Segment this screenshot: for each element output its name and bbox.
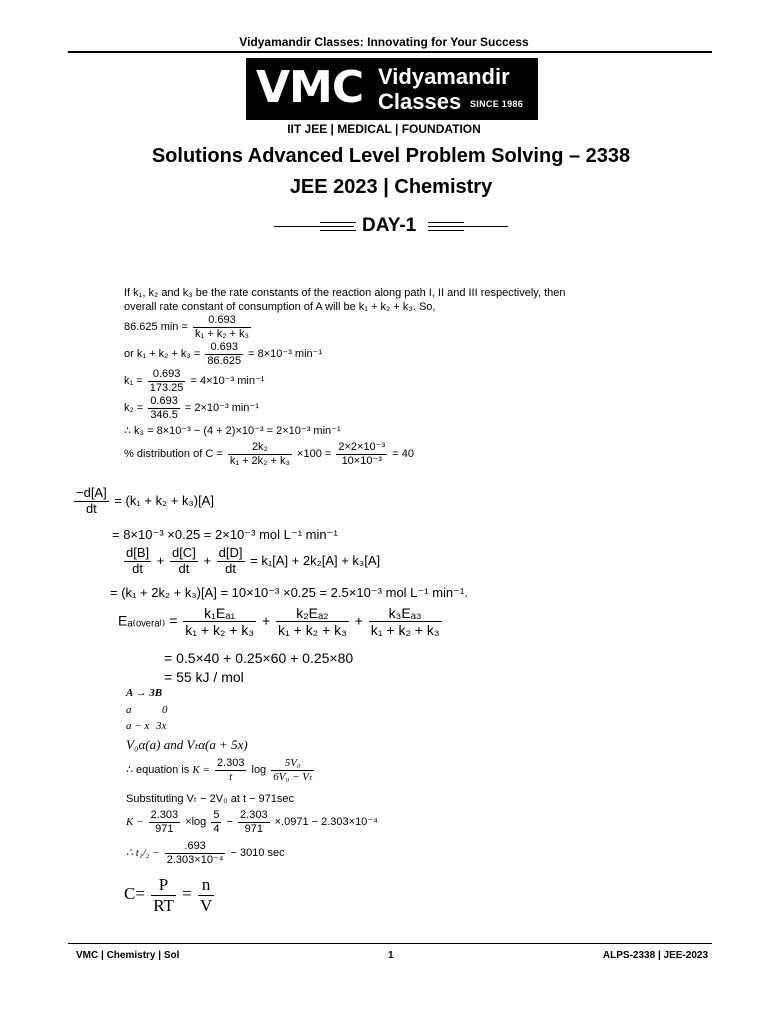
numerator: n — [198, 875, 214, 896]
numerator: 2.303 — [216, 757, 245, 769]
fraction — [183, 605, 256, 638]
denominator: 6V₀ − Vₜ — [273, 770, 313, 783]
eq-rhs: = 40 — [392, 448, 414, 461]
eq-rhs: = 4×10⁻³ min⁻¹ — [190, 375, 265, 388]
logo-name-line2: Classes — [378, 89, 462, 114]
eq-rhs: ×.0971 − 2.303×10⁻⁴ — [274, 816, 378, 829]
day-line-left — [320, 222, 356, 223]
sol3-line2: = 0.5×40 + 0.25×60 + 0.25×80 — [164, 650, 354, 666]
numerator: k₂Eₐ₂ — [276, 605, 349, 622]
sol4-substitution: Substituting Vₜ − 2V₀ at t − 971sec — [126, 793, 295, 805]
eq-lhs: k₂ = — [124, 402, 144, 415]
eq-lhs: % distribution of C = — [124, 448, 223, 461]
sol1-eq3 — [124, 368, 264, 394]
numerator: k₃Eₐ₃ — [369, 605, 442, 622]
fraction — [205, 341, 243, 367]
numerator: 5V₀ — [271, 757, 314, 771]
denominator: k₁ + 2k₂ + k₃ — [229, 454, 290, 467]
fraction — [149, 809, 181, 835]
eq-rhs: = k₁[A] + 2k₂[A] + k₃[A] — [250, 552, 381, 568]
logo-tagline: IIT JEE | MEDICAL | FOUNDATION — [287, 122, 481, 136]
sol5-concentration — [124, 875, 216, 915]
plus-sign: + — [156, 552, 165, 568]
sol4-reaction: A → 3B — [126, 687, 163, 699]
eq-rhs: − 3010 sec — [230, 847, 285, 860]
plus-sign: + — [354, 612, 363, 629]
denominator: 173.25 — [149, 381, 184, 394]
denominator: k₁ + k₂ + k₃ — [185, 622, 255, 639]
plus-sign: + — [203, 552, 212, 568]
eq-lhs: Eₐ₍ₒᵥₑᵣₐₗ₎ = — [118, 612, 178, 629]
numerator: k₁Eₐ₁ — [183, 605, 256, 622]
fraction — [151, 875, 176, 915]
sol2-line3 — [122, 546, 380, 577]
sol4-initial-a: a — [126, 704, 132, 716]
numerator: d[D] — [218, 545, 243, 560]
page-number: 1 — [388, 950, 394, 961]
fraction — [238, 809, 270, 835]
sol1-eq2 — [124, 341, 322, 367]
numerator: 2.303 — [240, 809, 268, 821]
denominator: 86.625 — [207, 354, 242, 367]
sol4-equation — [126, 757, 316, 783]
denominator: k₁ + k₂ + k₃ — [370, 622, 440, 639]
numerator: P — [151, 875, 176, 896]
sol3-line3: = 55 kJ / mol — [164, 669, 244, 685]
numerator: .693 — [165, 840, 226, 854]
sol1-eq4 — [124, 395, 259, 421]
denominator: V — [199, 895, 213, 915]
sol4-volume-relation: V₀α(a) and Vₜα(a + 5x) — [126, 737, 248, 752]
fraction — [74, 486, 109, 517]
numerator: 2.303 — [150, 809, 179, 821]
denominator: 10×10⁻³ — [341, 454, 382, 467]
denominator: 2.303×10⁻⁴ — [166, 853, 224, 866]
sol4-k-value — [126, 809, 378, 835]
eq-lhs: K = — [192, 764, 210, 777]
running-header: Vidyamandir Classes: Innovating for Your Success — [239, 35, 529, 49]
logo-since: SINCE 1986 — [470, 99, 524, 109]
denominator: dt — [132, 560, 143, 576]
fraction — [336, 441, 387, 467]
denominator: dt — [85, 500, 97, 516]
denominator: k₁ + k₂ + k₃ — [278, 622, 347, 639]
fraction — [170, 546, 198, 577]
numerator: 0.693 — [193, 314, 251, 328]
denominator: k₁ + k₂ + k₃ — [194, 327, 250, 340]
logo-name-line1: Vidyamandir — [378, 64, 510, 89]
fraction — [271, 757, 314, 783]
eq-rhs: = 2×10⁻³ min⁻¹ — [184, 402, 259, 415]
sol3-line1 — [118, 605, 444, 638]
footer-left: VMC | Chemistry | Sol — [76, 950, 180, 961]
day-line-left — [274, 226, 354, 227]
day-line-right — [428, 226, 508, 227]
eq-lhs: ∴ t₁/₂ − — [126, 847, 160, 860]
plus-sign: + — [261, 612, 271, 629]
sol4-half-life — [126, 840, 285, 866]
eq-sign: − — [226, 816, 233, 829]
eq-sign: = — [182, 883, 192, 903]
numerator: −d[A] — [76, 485, 107, 500]
eq-lhs: k₁ = — [124, 375, 143, 388]
day-label: DAY-1 — [362, 215, 417, 236]
denominator: 346.5 — [150, 408, 178, 421]
denominator: 4 — [213, 822, 220, 835]
eq-rhs: = (k₁ + k₂ + k₃)[A] — [114, 492, 214, 508]
denominator: dt — [178, 560, 190, 576]
eq-lhs: C= — [124, 883, 145, 903]
fraction — [148, 395, 180, 421]
sol2-line2: = 8×10⁻³ ×0.25 = 2×10⁻³ mol L⁻¹ min⁻¹ — [112, 527, 338, 542]
log-operator: ×log — [185, 816, 207, 829]
fraction — [228, 441, 292, 467]
solution-1 — [124, 286, 624, 314]
sol4-final-b: 3x — [156, 720, 167, 732]
denominator: RT — [153, 895, 174, 915]
vmc-logo — [246, 58, 538, 120]
numerator: 0.693 — [205, 341, 243, 355]
day-line-right — [428, 222, 464, 223]
eq-lhs: or k₁ + k₂ + k₃ = — [124, 348, 201, 361]
sol1-eq6 — [124, 441, 414, 467]
sol1-intro-a: If k₁, k₂ and k₃ be the rate constants of the reaction along path I, II and III respectively, then — [124, 287, 566, 299]
footer-rule — [68, 943, 712, 944]
fraction — [276, 605, 349, 638]
numerator: 2k₂ — [228, 441, 292, 455]
numerator: 5 — [213, 809, 220, 821]
sol2-line1 — [72, 486, 214, 517]
numerator: 0.693 — [148, 368, 186, 382]
fraction — [198, 875, 214, 915]
eq-lhs: K − — [126, 816, 144, 829]
denominator: 971 — [244, 822, 263, 835]
fraction — [165, 840, 226, 866]
sol1-eq1 — [124, 314, 253, 340]
day-line-right — [428, 230, 464, 231]
eq-rhs: = 8×10⁻³ min⁻¹ — [248, 348, 323, 361]
sol2-line4: = (k₁ + 2k₂ + k₃)[A] = 10×10⁻³ ×0.25 = 2.5×10⁻³ mol L⁻¹ min⁻¹. — [110, 585, 468, 600]
day-line-left — [320, 230, 356, 231]
numerator: d[B] — [126, 545, 150, 560]
fraction — [211, 809, 221, 835]
fraction — [148, 368, 186, 394]
eq-label: ∴ equation is — [126, 764, 190, 777]
numerator: 2×2×10⁻³ — [338, 441, 386, 453]
numerator: d[C] — [171, 545, 196, 560]
eq-mid: ×100 = — [297, 448, 332, 461]
fraction — [369, 605, 442, 638]
sol4-initial-b: 0 — [162, 704, 168, 716]
page-subtitle: JEE 2023 | Chemistry — [289, 176, 493, 198]
fraction — [215, 757, 247, 783]
sol4-final-a: a − x — [126, 720, 150, 732]
page-title: Solutions Advanced Level Problem Solving – 2338 — [151, 145, 631, 167]
header-rule — [68, 51, 712, 53]
fraction — [124, 546, 151, 577]
eq-lhs: 86.625 min = — [124, 321, 188, 334]
fraction — [193, 314, 251, 340]
denominator: t — [229, 770, 233, 783]
denominator: 971 — [155, 822, 174, 835]
footer-right: ALPS-2338 | JEE-2023 — [602, 950, 708, 961]
log-operator: log — [251, 764, 267, 777]
logo-vmc-mark: VMC — [256, 62, 364, 113]
denominator: dt — [225, 560, 236, 576]
numerator: 0.693 — [150, 395, 178, 407]
sol1-intro-b: overall rate constant of consumption of A will be k₁ + k₂ + k₃. So, — [124, 301, 436, 313]
fraction — [217, 546, 245, 577]
day-banner — [0, 213, 768, 239]
sol1-eq5: ∴ k₃ = 8×10⁻³ − (4 + 2)×10⁻³ = 2×10⁻³ min⁻¹ — [124, 425, 341, 437]
